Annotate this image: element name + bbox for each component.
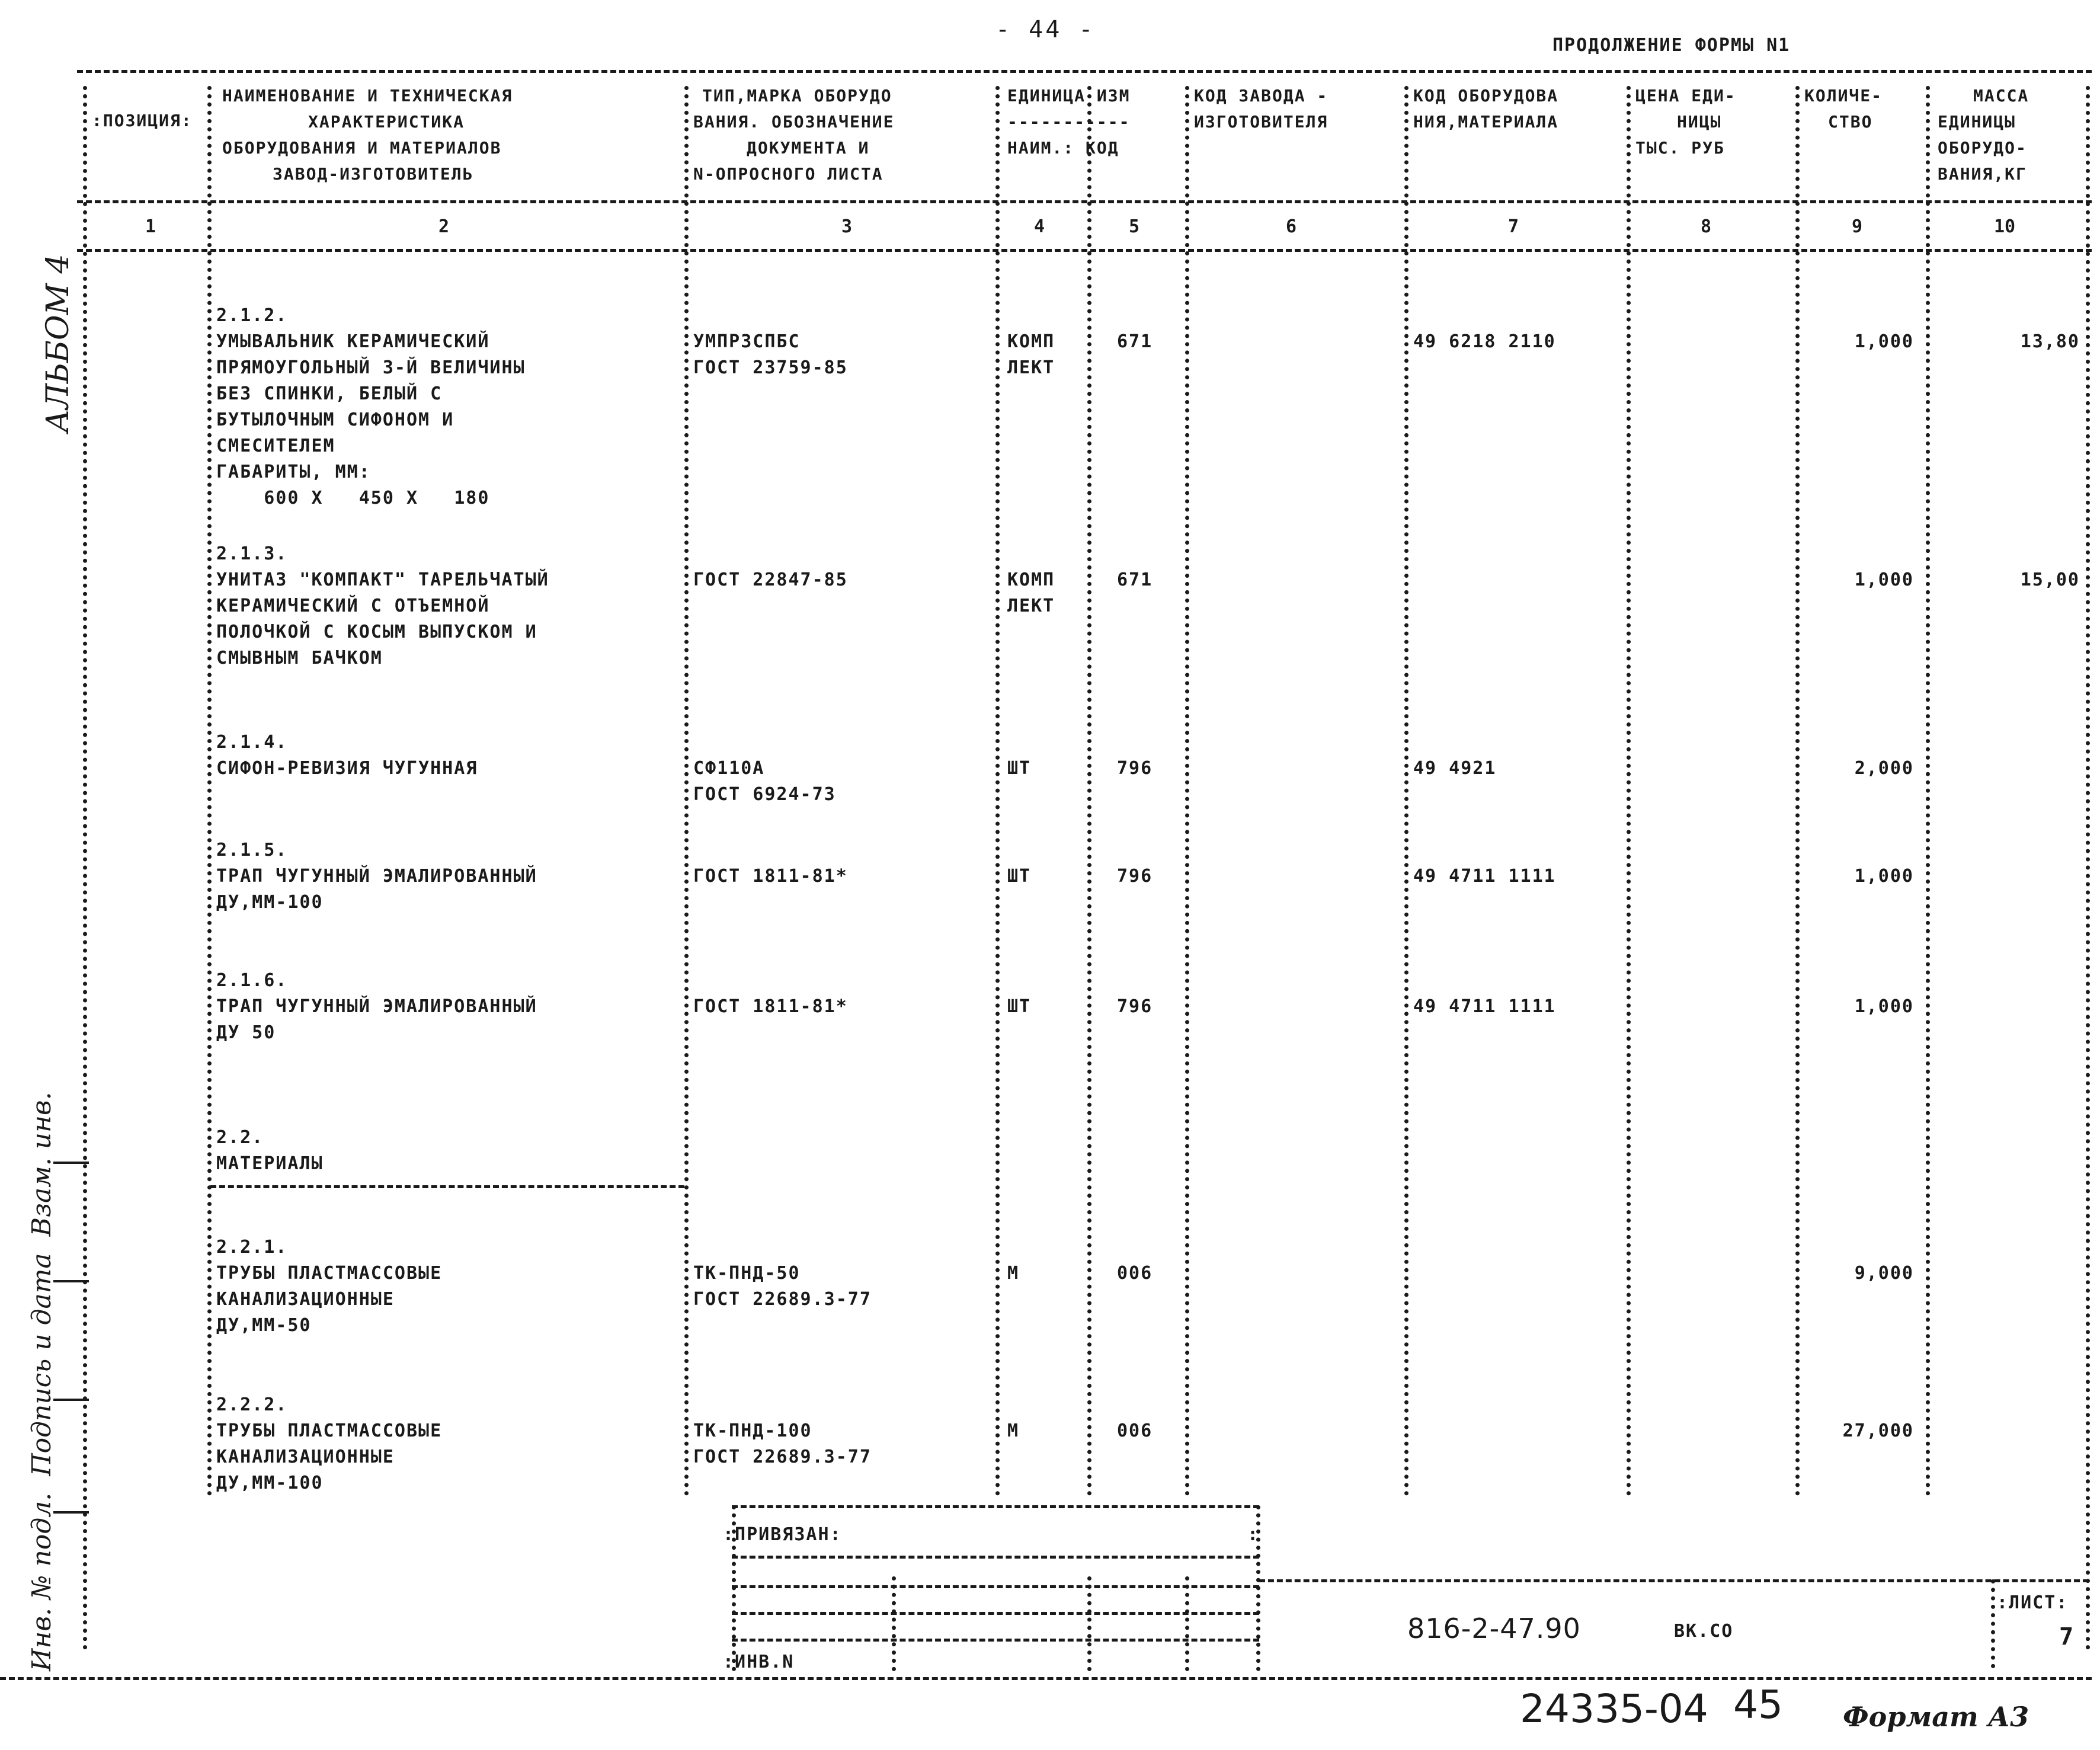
margin-rule: [53, 1399, 89, 1401]
stamp-grid-rule-2: [732, 1612, 1259, 1615]
row-name-line: ДУ,ММ-50: [216, 1315, 312, 1336]
stamp-vsep: [1991, 1579, 1995, 1668]
column-separator-6: [1404, 86, 1408, 1496]
section-underline: [210, 1185, 684, 1188]
stamp-inventory-label: :ИНВ.N: [723, 1652, 795, 1672]
album-label: АЛЬБОМ 4: [40, 254, 76, 433]
numbers-rule: [77, 249, 2092, 252]
row-unit-line: М: [1007, 1421, 1020, 1441]
document-suffix: ВК.СО: [1674, 1621, 1734, 1642]
row-name-line: ПОЛОЧКОЙ С КОСЫМ ВЫПУСКОМ И: [216, 622, 537, 642]
row-name-line: КЕРАМИЧЕСКИЙ С ОТЪЕМНОЙ: [216, 596, 490, 616]
row-unit-line: ЛЕКТ: [1007, 357, 1055, 378]
stamp-vsep: [732, 1505, 736, 1671]
margin-rule: [53, 1280, 89, 1282]
document-code: 816-2-47.90: [1407, 1613, 1581, 1645]
stamp-vsep: [1185, 1576, 1189, 1671]
row-unit-code: 796: [1117, 996, 1153, 1017]
column-separator-right: [2086, 86, 2090, 1650]
stamp-grid-rule-1: [732, 1585, 1259, 1588]
row-quantity: 1,000: [1854, 570, 1914, 590]
row-name-line: СМЕСИТЕЛЕМ: [216, 436, 335, 456]
row-type-line: СФ110А: [693, 758, 765, 779]
row-equip-code: 49 4711 1111: [1413, 996, 1556, 1017]
header-mass-line-2: ЕДИНИЦЫ: [1938, 112, 2016, 132]
row-name-line: КАНАЛИЗАЦИОННЫЕ: [216, 1447, 395, 1467]
row-quantity: 2,000: [1854, 758, 1914, 779]
column-number-7: 7: [1508, 216, 1519, 237]
sheet-label: :ЛИСТ:: [1997, 1592, 2069, 1613]
footer-code: 24335-04: [1520, 1686, 1708, 1732]
row-equip-code: 49 4711 1111: [1413, 866, 1556, 887]
row-type-line: ГОСТ 1811-81*: [693, 866, 848, 887]
stamp-bound-label: :ПРИВЯЗАН:: [723, 1524, 842, 1545]
column-number-9: 9: [1852, 216, 1863, 237]
header-name-line-2: ХАРАКТЕРИСТИКА: [308, 112, 465, 132]
row-unit-line: ЛЕКТ: [1007, 596, 1055, 616]
column-number-4: 4: [1034, 216, 1045, 237]
row-name-line: ТРАП ЧУГУННЫЙ ЭМАЛИРОВАННЫЙ: [216, 866, 537, 887]
column-number-8: 8: [1701, 216, 1712, 237]
row-name-line: ТРАП ЧУГУННЫЙ ЭМАЛИРОВАННЫЙ: [216, 996, 537, 1017]
margin-signature-fields: Инв. № подл. Подпись и дата Взам. инв.: [27, 1092, 57, 1671]
row-name-line: 2.2.: [216, 1127, 264, 1148]
row-quantity: 27,000: [1842, 1421, 1914, 1441]
column-number-10: 10: [1994, 216, 2016, 237]
footer-number: 45: [1733, 1682, 1783, 1727]
row-unit-code: 671: [1117, 570, 1153, 590]
column-separator-8: [1795, 86, 1800, 1496]
row-unit-code: 006: [1117, 1263, 1153, 1284]
row-name-line: 2.2.2.: [216, 1394, 288, 1415]
column-separator-7: [1627, 86, 1631, 1496]
header-factory-line-2: ИЗГОТОВИТЕЛЯ: [1194, 112, 1328, 132]
row-type-line: ГОСТ 22847-85: [693, 570, 848, 590]
row-type-line: ТК-ПНД-50: [693, 1263, 801, 1284]
row-type-line: ГОСТ 23759-85: [693, 357, 848, 378]
column-number-6: 6: [1286, 216, 1297, 237]
row-equip-code: 49 4921: [1413, 758, 1497, 779]
row-name-line: 600 X 450 X 180: [216, 488, 490, 508]
row-name-line: БЕЗ СПИНКИ, БЕЛЫЙ С: [216, 383, 443, 404]
row-name-line: ДУ 50: [216, 1022, 276, 1043]
header-unit-line-3: НАИМ.: КОД: [1007, 138, 1119, 158]
stamp-grid-rule-3: [732, 1639, 1259, 1642]
row-name-line: 2.2.1.: [216, 1237, 288, 1258]
header-type-line-2: ВАНИЯ. ОБОЗНАЧЕНИЕ: [693, 112, 895, 132]
column-separator-9: [1926, 86, 1930, 1496]
row-unit-code: 671: [1117, 331, 1153, 352]
row-unit-code: 796: [1117, 758, 1153, 779]
header-type-line-1: ТИП,МАРКА ОБОРУДО: [702, 86, 892, 105]
margin-rule: [53, 1162, 89, 1164]
column-number-5: 5: [1129, 216, 1140, 237]
stamp-colon: :: [1247, 1524, 1260, 1545]
stamp-vsep: [1087, 1576, 1091, 1671]
row-unit-line: М: [1007, 1263, 1020, 1284]
row-name-line: МАТЕРИАЛЫ: [216, 1153, 324, 1174]
row-unit-line: ШТ: [1007, 758, 1032, 779]
header-mass-line-4: ВАНИЯ,КГ: [1938, 164, 2027, 184]
row-name-line: УМЫВАЛЬНИК КЕРАМИЧЕСКИЙ: [216, 331, 490, 352]
row-name-line: 2.1.4.: [216, 732, 288, 753]
row-name-line: УНИТАЗ "КОМПАКТ" ТАРЕЛЬЧАТЫЙ: [216, 570, 549, 590]
format-label: Формат А3: [1843, 1701, 2029, 1733]
header-unit-line-2: -----------: [1007, 112, 1131, 132]
continuation-note: ПРОДОЛЖЕНИЕ ФОРМЫ N1: [1552, 35, 1791, 56]
row-name-line: ДУ,ММ-100: [216, 1473, 324, 1493]
header-factory-line-1: КОД ЗАВОДА -: [1194, 86, 1328, 105]
column-separator-5: [1185, 86, 1189, 1496]
column-number-1: 1: [145, 216, 156, 237]
row-type-line: ГОСТ 1811-81*: [693, 996, 848, 1017]
row-unit-line: КОМП: [1007, 331, 1055, 352]
top-border: [77, 70, 2092, 73]
header-type-line-4: N-ОПРОСНОГО ЛИСТА: [693, 164, 883, 184]
row-unit-code: 006: [1117, 1421, 1153, 1441]
header-price-line-1: ЦЕНА ЕДИ-: [1635, 86, 1736, 105]
stamp-rule-2: [732, 1556, 1259, 1559]
header-unit-line-1: ЕДИНИЦА ИЗМ: [1007, 86, 1131, 105]
header-position: :ПОЗИЦИЯ:: [92, 111, 193, 130]
row-type-line: ГОСТ 6924-73: [693, 784, 836, 805]
row-name-line: БУТЫЛОЧНЫМ СИФОНОМ И: [216, 409, 454, 430]
column-separator-1: [207, 86, 212, 1496]
row-quantity: 1,000: [1854, 866, 1914, 887]
row-mass: 13,80: [2020, 331, 2080, 352]
row-name-line: КАНАЛИЗАЦИОННЫЕ: [216, 1289, 395, 1310]
header-qty-line-1: КОЛИЧЕ-: [1804, 86, 1883, 105]
header-mass-line-1: МАССА: [1973, 86, 2029, 105]
row-name-line: 2.1.2.: [216, 305, 288, 326]
margin-rule: [53, 1511, 89, 1514]
row-quantity: 1,000: [1854, 331, 1914, 352]
row-unit-line: ШТ: [1007, 996, 1032, 1017]
stamp-main-rule: [1259, 1579, 2089, 1582]
header-name-line-1: НАИМЕНОВАНИЕ И ТЕХНИЧЕСКАЯ: [222, 86, 513, 105]
row-unit-line: ШТ: [1007, 866, 1032, 887]
column-separator-2: [684, 86, 689, 1496]
header-mass-line-3: ОБОРУДО-: [1938, 138, 2027, 158]
header-name-line-3: ОБОРУДОВАНИЯ И МАТЕРИАЛОВ: [222, 138, 502, 158]
row-quantity: 9,000: [1854, 1263, 1914, 1284]
column-separator-3: [995, 86, 1000, 1496]
header-name-line-4: ЗАВОД-ИЗГОТОВИТЕЛЬ: [273, 164, 474, 184]
column-number-2: 2: [438, 216, 450, 237]
row-name-line: СИФОН-РЕВИЗИЯ ЧУГУННАЯ: [216, 758, 478, 779]
header-type-line-3: ДОКУМЕНТА И: [747, 138, 870, 158]
stamp-vsep: [1256, 1505, 1260, 1671]
header-price-line-3: ТЫС. РУБ: [1635, 138, 1725, 158]
row-name-line: 2.1.5.: [216, 840, 288, 860]
header-equip-line-1: КОД ОБОРУДОВА: [1413, 86, 1559, 105]
bottom-border: [0, 1677, 2092, 1680]
stamp-vsep: [892, 1576, 896, 1671]
row-quantity: 1,000: [1854, 996, 1914, 1017]
header-equip-line-2: НИЯ,МАТЕРИАЛА: [1413, 112, 1559, 132]
header-price-line-2: НИЦЫ: [1677, 112, 1722, 132]
row-unit-line: КОМП: [1007, 570, 1055, 590]
page-number: - 44 -: [995, 16, 1096, 43]
column-separator-4: [1087, 86, 1091, 1496]
row-type-line: ТК-ПНД-100: [693, 1421, 812, 1441]
sheet-number: 7: [2059, 1623, 2075, 1650]
row-unit-code: 796: [1117, 866, 1153, 887]
row-name-line: ГАБАРИТЫ, ММ:: [216, 462, 371, 482]
row-name-line: ТРУБЫ ПЛАСТМАССОВЫЕ: [216, 1263, 443, 1284]
row-type-line: ГОСТ 22689.3-77: [693, 1289, 872, 1310]
row-name-line: 2.1.6.: [216, 970, 288, 991]
row-name-line: ТРУБЫ ПЛАСТМАССОВЫЕ: [216, 1421, 443, 1441]
header-rule: [77, 200, 2092, 203]
row-name-line: 2.1.3.: [216, 543, 288, 564]
row-type-line: ГОСТ 22689.3-77: [693, 1447, 872, 1467]
column-number-3: 3: [841, 216, 853, 237]
row-name-line: СМЫВНЫМ БАЧКОМ: [216, 648, 383, 668]
row-name-line: ПРЯМОУГОЛЬНЫЙ 3-Й ВЕЛИЧИНЫ: [216, 357, 526, 378]
row-name-line: ДУ,ММ-100: [216, 892, 324, 913]
row-type-line: УМПР3СПБС: [693, 331, 801, 352]
column-separator-left: [83, 86, 87, 1650]
stamp-top-rule: [732, 1505, 1259, 1508]
row-mass: 15,00: [2020, 570, 2080, 590]
header-qty-line-2: СТВО: [1828, 112, 1873, 132]
row-equip-code: 49 6218 2110: [1413, 331, 1556, 352]
